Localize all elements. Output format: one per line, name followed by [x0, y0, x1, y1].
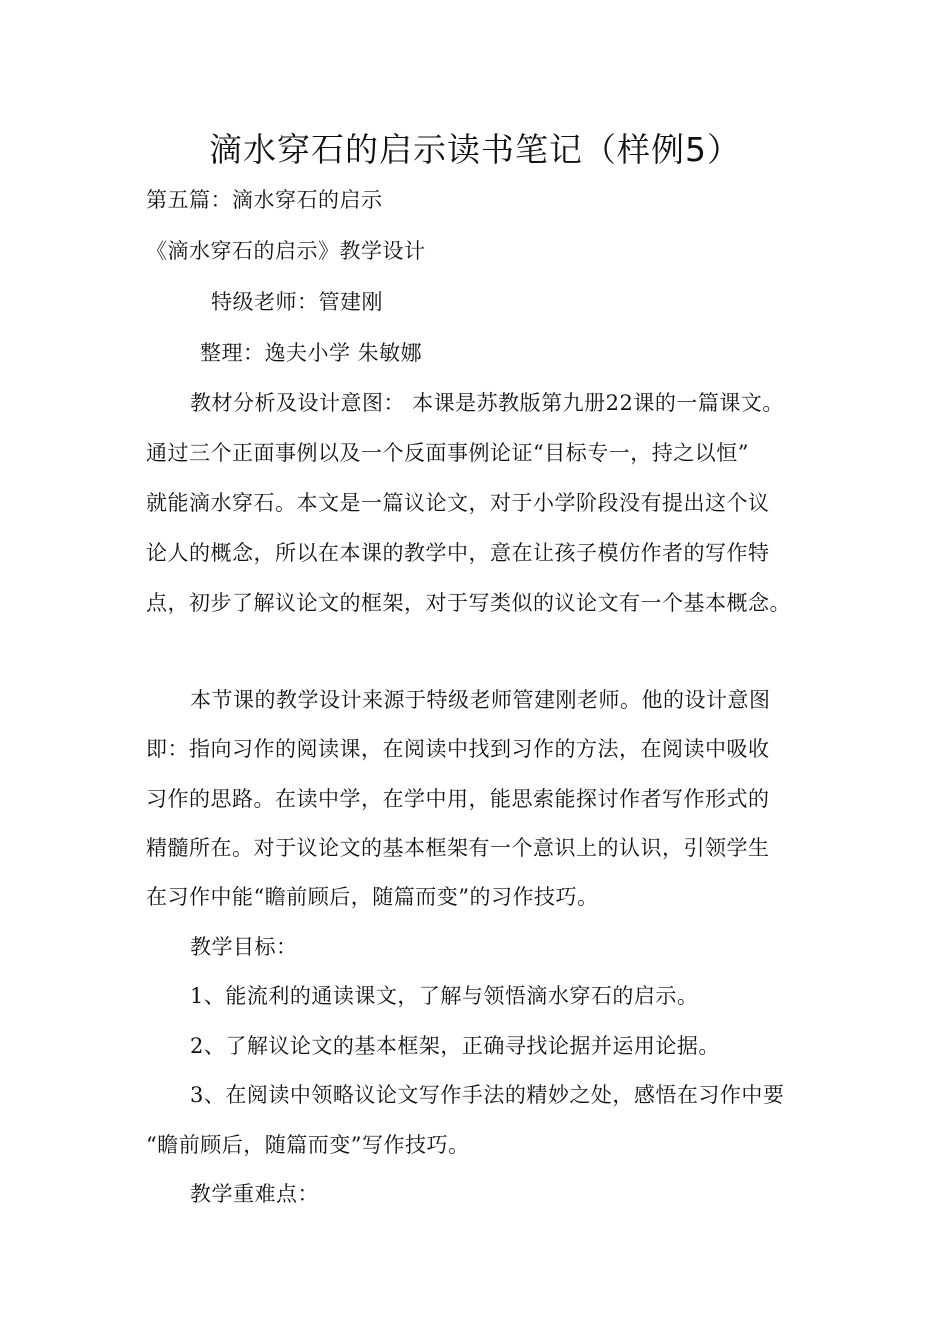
design-heading: 《滴水穿石的启示》教学设计 — [146, 239, 426, 263]
goal-3-line-1: 3、在阅读中领略议论文写作手法的精妙之处，感悟在习作中要 — [190, 1083, 785, 1107]
difficulty-heading: 教学重难点： — [190, 1182, 319, 1206]
goal-2: 2、了解议论文的基本框架，正确寻找论据并运用论据。 — [190, 1034, 720, 1058]
analysis-line-3: 就能滴水穿石。本文是一篇议论文，对于小学阶段没有提出这个议 — [146, 491, 770, 515]
chapter-heading: 第五篇：滴水穿石的启示 — [146, 188, 383, 212]
analysis-line-2: 通过三个正面事例以及一个反面事例论证“目标专一，持之以恒” — [146, 441, 749, 465]
design-source-line-1: 本节课的教学设计来源于特级老师管建刚老师。他的设计意图 — [190, 688, 771, 712]
design-source-line-4: 精髓所在。对于议论文的基本框架有一个意识上的认识，引领学生 — [146, 836, 770, 860]
design-source-line-2: 即：指向习作的阅读课，在阅读中找到习作的方法，在阅读中吸收 — [146, 737, 770, 761]
editor-line: 整理：逸夫小学 朱敏娜 — [200, 341, 423, 365]
teacher-line: 特级老师：管建刚 — [211, 290, 383, 314]
analysis-line-5: 点，初步了解议论文的框架，对于写类似的议论文有一个基本概念。 — [146, 591, 791, 615]
design-source-line-5: 在习作中能“瞻前顾后，随篇而变”的习作技巧。 — [146, 885, 599, 909]
document-title: 滴水穿石的启示读书笔记（样例5） — [209, 130, 741, 169]
design-source-line-3: 习作的思路。在读中学，在学中用，能思索能探讨作者写作形式的 — [146, 787, 770, 811]
analysis-line-4: 论人的概念，所以在本课的教学中，意在让孩子模仿作者的写作特 — [146, 541, 770, 565]
goal-1: 1、能流利的通读课文，了解与领悟滴水穿石的启示。 — [190, 984, 699, 1008]
goal-3-line-2: “瞻前顾后，随篇而变”写作技巧。 — [146, 1133, 470, 1157]
goals-heading: 教学目标： — [190, 935, 298, 959]
analysis-line-1: 教材分析及设计意图： 本课是苏教版第九册22课的一篇课文。 — [190, 391, 784, 415]
